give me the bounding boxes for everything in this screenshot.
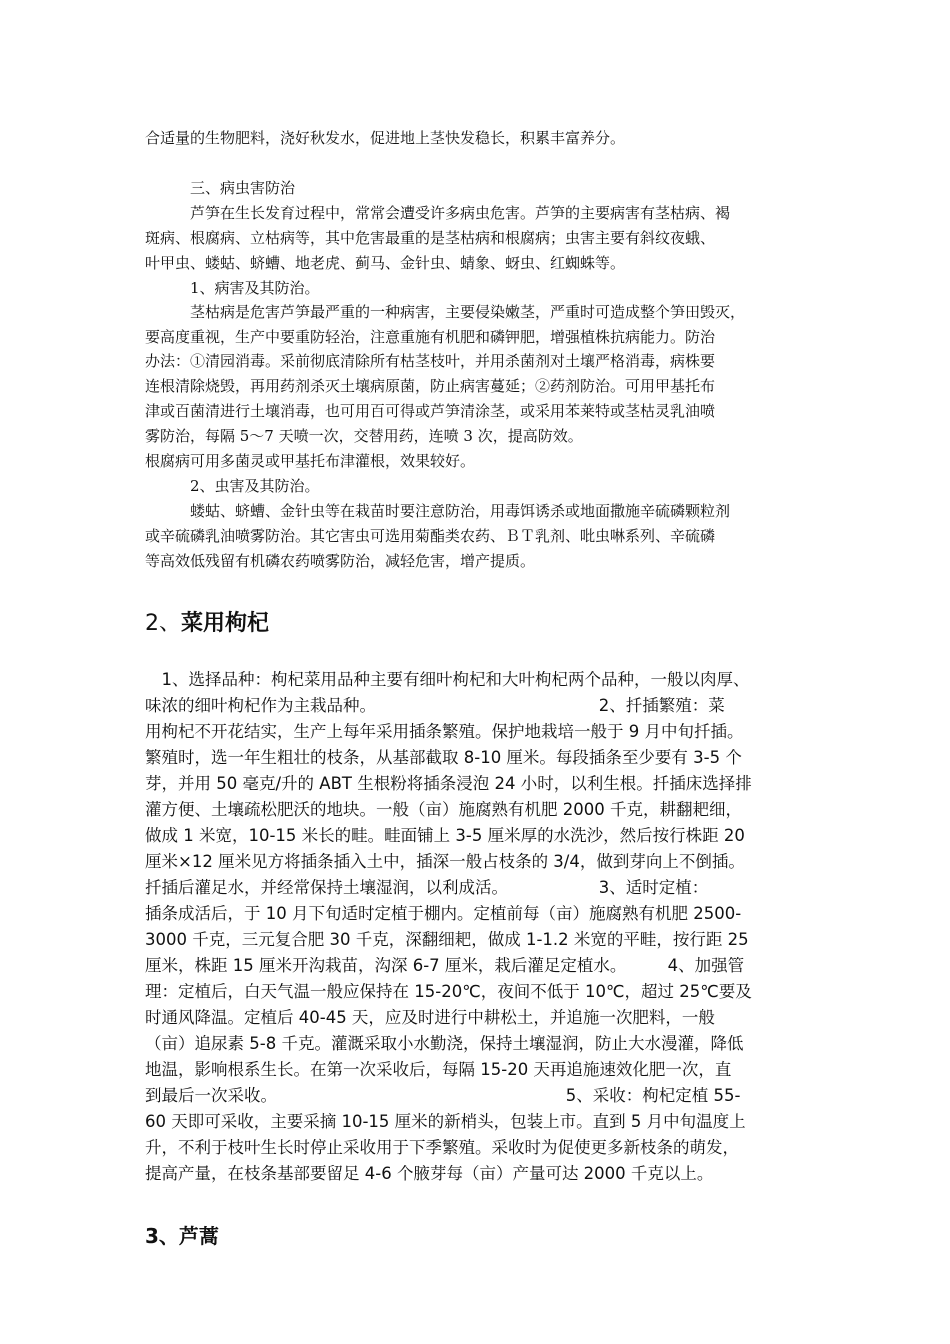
paragraph-line: 芽，并用 50 毫克/升的 ABT 生根粉将插条浸泡 24 小时，以利生根。扦插床选择排 — [145, 774, 752, 793]
paragraph-line: 用枸杞不开花结实，生产上每年采用插条繁殖。保护地栽培一般于 9 月中旬扦插。 — [145, 722, 744, 741]
paragraph-line: 时通风降温。定植后 40-45 天，应及时进行中耕松土，并追施一次肥料，一般 — [145, 1008, 715, 1027]
paragraph-line: 提高产量，在枝条基部要留足 4-6 个腋芽每（亩）产量可达 2000 千克以上。 — [145, 1164, 714, 1183]
paragraph-line: 茎枯病是危害芦笋最严重的一种病害，主要侵染嫩茎，严重时可造成整个笋田毁灭， — [145, 303, 746, 321]
paragraph-line: 做成 1 米宽，10-15 米长的畦。畦面铺上 3-5 厘米厚的水洗沙，然后按行株距 20 — [145, 826, 745, 845]
paragraph-line: 地温，影响根系生长。在第一次采收后，每隔 15-20 天再追施速效化肥一次，直 — [145, 1060, 732, 1079]
paragraph-line: 叶甲虫、蝼蛄、蛴螬、地老虎、蓟马、金针虫、蜻象、蚜虫、红蜘蛛等。 — [145, 254, 626, 272]
paragraph-line: 或辛硫磷乳油喷雾防治。其它害虫可选用菊酯类农药、ＢＴ乳剂、吡虫啉系列、辛硫磷 — [145, 527, 716, 545]
subheading-pest-control: 三、病虫害防治 — [145, 179, 296, 197]
paragraph-line: 合适量的生物肥料，浇好秋发水，促进地上茎快发稳长，积累丰富养分。 — [145, 129, 626, 147]
paragraph-line: 厘米，株距 15 厘米开沟栽苗，沟深 6-7 厘米，栽后灌足定植水。 4、加强管 — [145, 956, 745, 975]
paragraph-line: 津或百菌清进行土壤消毒，也可用百可得或芦笋清涂茎，或采用苯莱特或茎枯灵乳油喷 — [145, 402, 716, 420]
subheading-diseases: 1、病害及其防治。 — [145, 279, 320, 297]
paragraph-line: 繁殖时，选一年生粗壮的枝条，从基部截取 8-10 厘米。每段插条至少要有 3-5 个 — [145, 748, 742, 767]
paragraph-line: 要高度重视，生产中要重防轻治，注意重施有机肥和磷钾肥，增强植株抗病能力。防治 — [145, 328, 716, 346]
paragraph-line: 3000 千克，三元复合肥 30 千克，深翻细耙，做成 1-1.2 米宽的平畦，按行距 25 — [145, 930, 749, 949]
paragraph-line: 插条成活后，于 10 月下旬适时定植于棚内。定植前每（亩）施腐熟有机肥 2500- — [145, 904, 742, 923]
paragraph-line: （亩）追尿素 5-8 千克。灌溉采取小水勤浇，保持土壤湿润，防止大水漫灌，降低 — [145, 1034, 744, 1053]
section-heading-artemisia: 3、芦蒿 — [145, 1224, 219, 1248]
paragraph-line: 等高效低残留有机磷农药喷雾防治，减轻危害，增产提质。 — [145, 552, 536, 570]
heading-number: 2、 — [145, 611, 181, 636]
paragraph-line: 理：定植后，白天气温一般应保持在 15-20℃，夜间不低于 10℃，超过 25℃要及 — [145, 982, 752, 1001]
subheading-pests: 2、虫害及其防治。 — [145, 477, 320, 495]
paragraph-line: 办法：①清园消毒。采前彻底清除所有枯茎枝叶，并用杀菌剂对土壤严格消毒，病株要 — [145, 352, 716, 370]
paragraph-line: 60 天即可采收，主要采摘 10-15 厘米的新梢头，包装上市。直到 5 月中旬温度上 — [145, 1112, 746, 1131]
paragraph-line: 厘米×12 厘米见方将插条插入土中，插深一般占枝条的 3/4，做到芽向上不倒插。 — [145, 852, 745, 871]
paragraph-line: 蝼蛄、蛴螬、金针虫等在栽苗时要注意防治，用毒饵诱杀或地面撒施辛硫磷颗粒剂 — [145, 502, 731, 520]
paragraph-line: 升，不利于枝叶生长时停止采收用于下季繁殖。采收时为促使更多新枝条的萌发， — [145, 1138, 739, 1157]
paragraph-line: 灌方便、土壤疏松肥沃的地块。一般（亩）施腐熟有机肥 2000 千克，耕翻耙细， — [145, 800, 742, 819]
paragraph-line: 味浓的细叶枸杞作为主栽品种。 2、扦插繁殖：菜 — [145, 696, 725, 715]
paragraph-line: 到最后一次采收。 5、采收：枸杞定植 55- — [145, 1086, 741, 1105]
paragraph-line: 连根清除烧毁，再用药剂杀灭土壤病原菌，防止病害蔓延；②药剂防治。可用甲基托布 — [145, 377, 716, 395]
section-heading-goji — [145, 606, 269, 637]
paragraph-line: 芦笋在生长发育过程中，常常会遭受许多病虫危害。芦笋的主要病害有茎枯病、褐 — [145, 204, 731, 222]
paragraph-line: 斑病、根腐病、立枯病等，其中危害最重的是茎枯病和根腐病；虫害主要有斜纹夜蛾、 — [145, 229, 716, 247]
paragraph-line: 根腐病可用多菌灵或甲基托布津灌根，效果较好。 — [145, 452, 476, 470]
heading-title: 菜用枸杞 — [181, 611, 270, 636]
paragraph-line: 雾防治，每隔 5～7 天喷一次，交替用药，连喷 3 次，提高防效。 — [145, 427, 583, 445]
paragraph-line: 1、选择品种：枸杞菜用品种主要有细叶枸杞和大叶枸杞两个品种，一般以肉厚、 — [145, 670, 750, 689]
paragraph-line: 扦插后灌足水，并经常保持土壤湿润，以利成活。 3、适时定植： — [145, 878, 709, 897]
